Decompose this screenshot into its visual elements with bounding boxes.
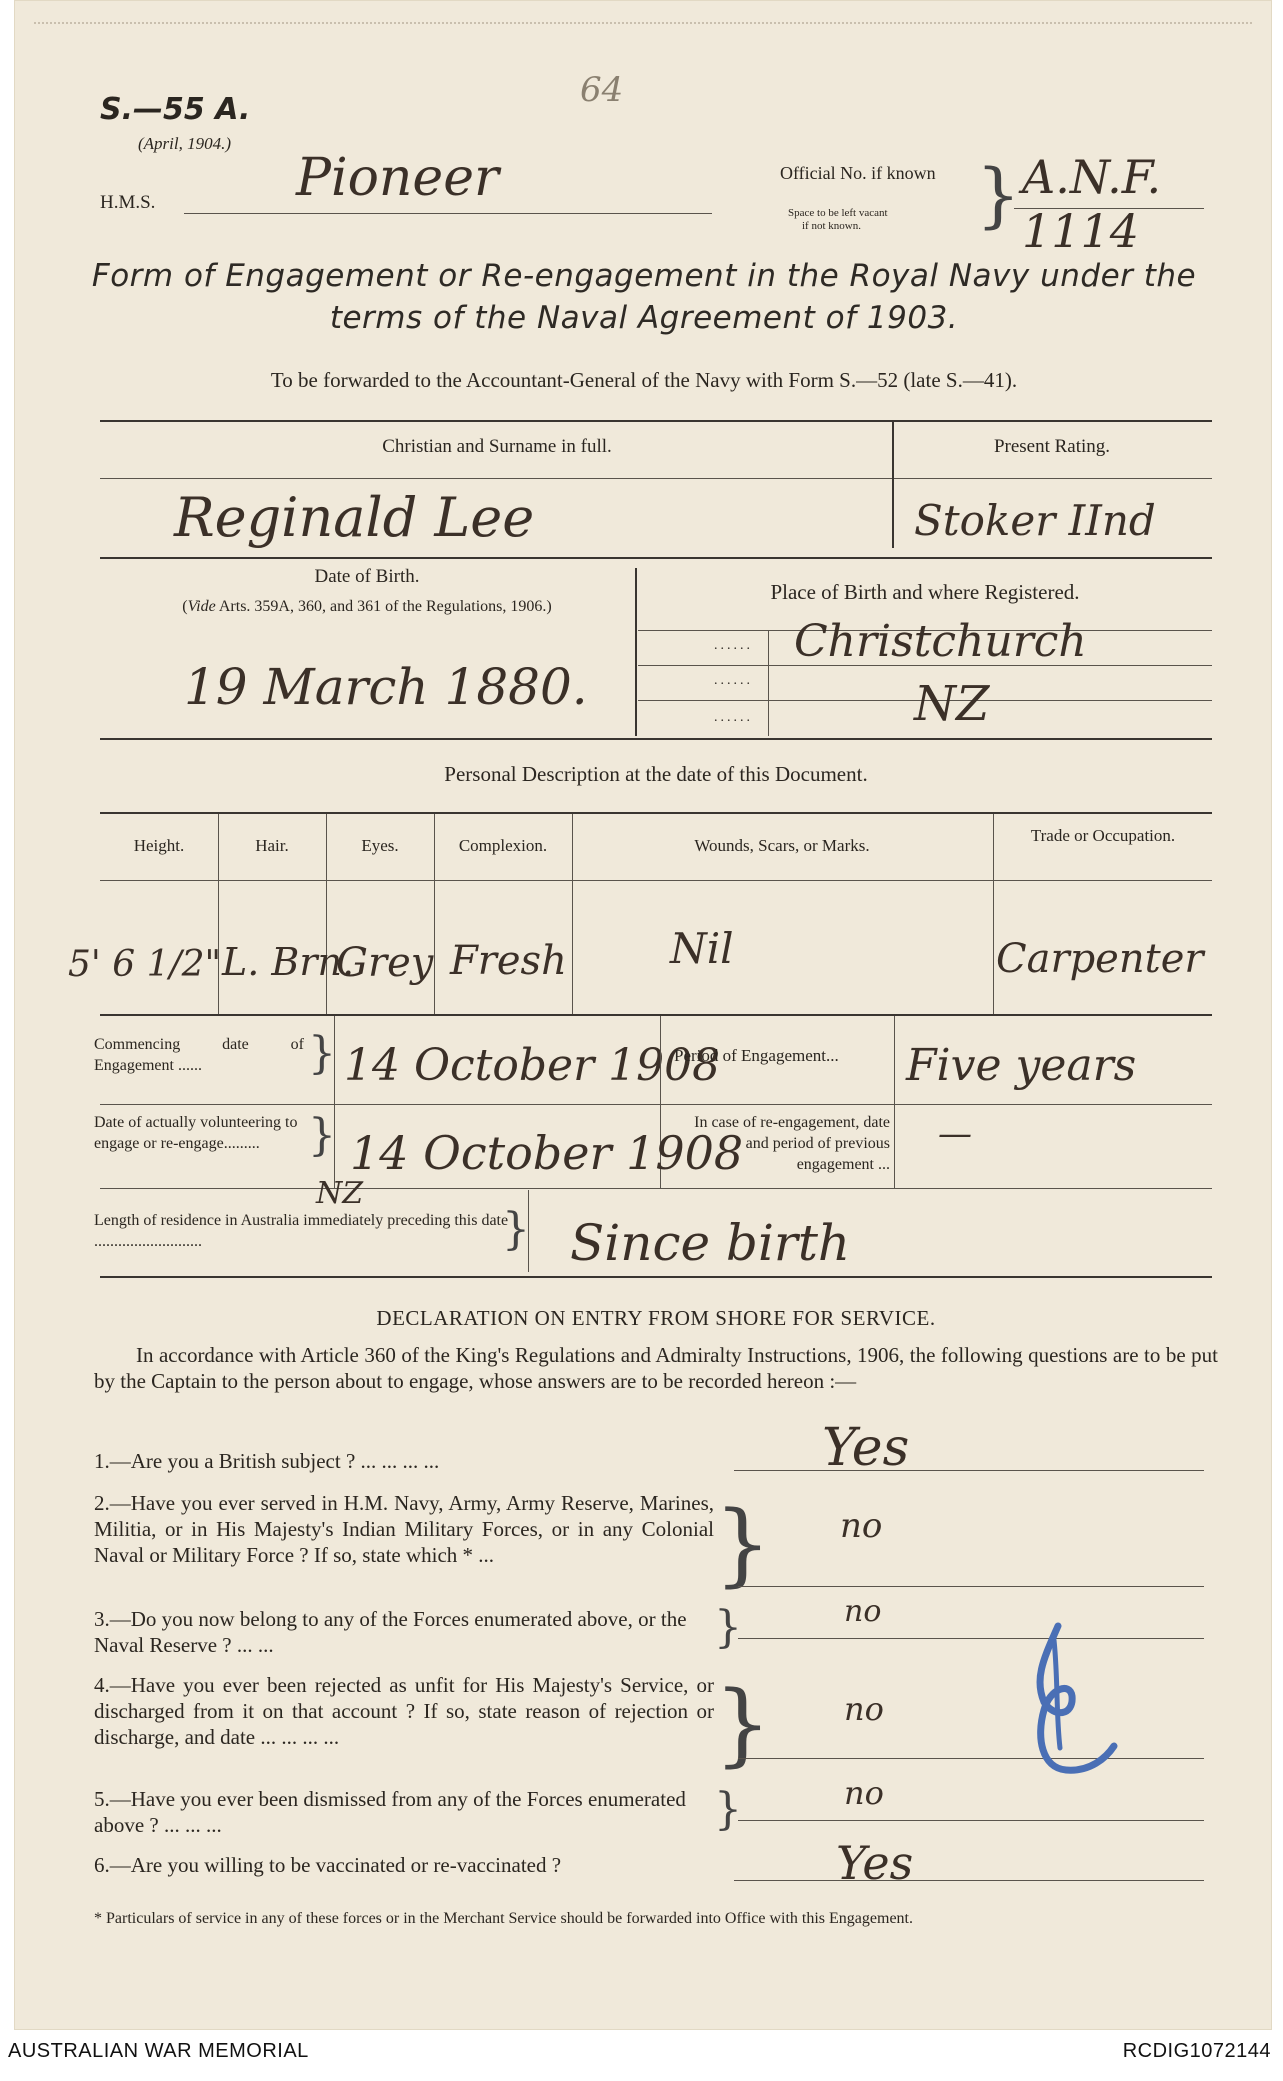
footnote: * Particulars of service in any of these forces or in the Merchant Service should be forwarded into Office with this Engagement. xyxy=(94,1910,913,1927)
header-hair: Hair. xyxy=(255,836,289,855)
rule-eng-v5 xyxy=(528,1190,529,1272)
answer-3: no xyxy=(844,1594,882,1629)
residence-value: Since birth xyxy=(570,1214,851,1272)
form-title-line1: Form of Engagement or Re-engagement in the Royal Navy under the xyxy=(91,258,1197,294)
description-heading: Personal Description at the date of this Document. xyxy=(444,762,868,786)
value-trade: Carpenter xyxy=(996,936,1204,982)
answer-line-2 xyxy=(738,1586,1204,1587)
volunteer-label: Date of actually volunteering to engage or re-engage......... xyxy=(94,1114,298,1152)
name-label: Christian and Surname in full. xyxy=(382,436,612,457)
value-complexion: Fresh xyxy=(450,938,567,984)
rule-desc-header-bottom xyxy=(100,880,1212,881)
official-no-line xyxy=(1014,208,1204,209)
period-value: Five years xyxy=(906,1040,1137,1091)
pencil-note: 64 xyxy=(580,70,624,110)
official-no-note-1: Space to be left vacant xyxy=(788,207,888,219)
form-date: (April, 1904.) xyxy=(138,134,232,153)
rule-rating-mid xyxy=(894,478,1212,479)
rule-eng-v3 xyxy=(894,1016,895,1188)
ship-prefix: H.M.S. xyxy=(100,192,156,213)
residence-brace: } xyxy=(502,1204,530,1255)
question-5-brace: } xyxy=(714,1784,742,1835)
pob-dots-3: ...... xyxy=(714,710,753,725)
value-wounds: Nil xyxy=(670,924,734,973)
reengage-label: In case of re-engagement, date and period of previous engagement ... xyxy=(694,1114,890,1173)
pob-value-line2: NZ xyxy=(914,676,990,732)
answer-2: no xyxy=(840,1506,883,1546)
official-no-value: A.N.F. 1114 xyxy=(1022,150,1162,258)
dob-reference: (Vide Arts. 359A, 360, and 361 of the Regulations, 1906.) xyxy=(182,598,552,615)
rule-desc-v3 xyxy=(434,814,435,1014)
name-value: Reginald Lee xyxy=(174,486,535,549)
forward-note: To be forwarded to the Accountant-General of the Navy with Form S.—52 (late S.—41). xyxy=(270,368,1018,392)
declaration-heading: DECLARATION ON ENTRY FROM SHORE FOR SERVICE. xyxy=(376,1306,936,1330)
pob-label: Place of Birth and where Registered. xyxy=(770,580,1080,604)
rule-eng-v1 xyxy=(334,1016,335,1104)
header-complexion: Complexion. xyxy=(458,836,548,855)
rule-name-top xyxy=(100,420,1212,422)
answer-line-5 xyxy=(738,1820,1204,1821)
rule-desc-bottom xyxy=(100,1014,1212,1016)
declaration-intro: In accordance with Article 360 of the King's Regulations and Admiralty Instructions, 1906, the following questions are to be put by the Captain to the person about to engage, whose answers are to be recorded hereon :— xyxy=(94,1343,1218,1393)
dob-label: Date of Birth. xyxy=(314,566,420,587)
volunteer-value: 14 October 1908 xyxy=(350,1126,744,1180)
form-code: S.—55 A. xyxy=(100,92,251,127)
rule-name-divider xyxy=(892,420,894,548)
answer-4: no xyxy=(844,1690,884,1728)
value-height: 5' 6 1/2" xyxy=(68,944,222,985)
dob-reference-text: Arts. 359A, 360, and 361 of the Regulations, 1906.) xyxy=(218,598,552,615)
document-sheet xyxy=(14,0,1272,2030)
official-no-brace: } xyxy=(976,154,1021,236)
question-3-brace: } xyxy=(714,1602,742,1653)
dob-value: 19 March 1880. xyxy=(184,658,588,716)
rule-desc-v4 xyxy=(572,814,573,1014)
residence-label: Length of residence in Australia immediately preceding this date ........................... xyxy=(94,1212,509,1250)
question-1: 1.—Are you a British subject ? ... ... ... ... xyxy=(94,1449,440,1473)
dob-reference-vide: Vide xyxy=(187,598,216,615)
rule-desc-v2 xyxy=(326,814,327,1014)
pob-value-line1: Christchurch xyxy=(794,616,1087,667)
question-4: 4.—Have you ever been rejected as unfit for His Majesty's Service, or discharged from it on that account ? If so, state reason of rejection or discharge, and date ... ... ... ... xyxy=(94,1673,714,1749)
rule-desc-v5 xyxy=(993,814,994,1014)
commencing-brace: } xyxy=(308,1028,336,1079)
header-height: Height. xyxy=(133,836,185,855)
question-2-brace: } xyxy=(714,1492,772,1597)
official-no-label: Official No. if known xyxy=(780,163,936,183)
rule-name-bottom xyxy=(100,557,1212,559)
question-4-brace: } xyxy=(714,1672,772,1777)
rule-eng-lower xyxy=(100,1188,1212,1189)
rule-birth-bottom xyxy=(100,738,1212,740)
rule-eng-mid xyxy=(100,1104,1212,1105)
rule-pob-vertical xyxy=(768,630,769,736)
official-no-note-2: if not known. xyxy=(802,220,861,232)
answer-5: no xyxy=(844,1774,884,1812)
rating-label: Present Rating. xyxy=(993,436,1111,457)
answer-1: Yes xyxy=(822,1418,910,1478)
perforation-line xyxy=(34,22,1252,24)
value-eyes: Grey xyxy=(336,940,434,986)
rule-name-mid xyxy=(100,478,892,479)
answer-line-6 xyxy=(734,1880,1204,1881)
commencing-label: Commencing date of Engagement ...... xyxy=(94,1036,304,1074)
pob-dots-1: ...... xyxy=(714,638,753,653)
header-trade: Trade or Occupation. xyxy=(1030,826,1176,845)
blue-pencil-mark xyxy=(1014,1618,1124,1788)
residence-correction: NZ xyxy=(316,1176,364,1211)
footer-record-id: RCDIG1072144 xyxy=(1122,2040,1271,2062)
question-2: 2.—Have you ever served in H.M. Navy, Army, Army Reserve, Marines, Militia, or in His Majesty's Indian Military Forces, or in any Colonial Naval or Military Force ? If so, state which * ... xyxy=(94,1491,714,1567)
ship-name-line xyxy=(184,213,712,214)
answer-line-4 xyxy=(738,1758,1204,1759)
volunteer-brace: } xyxy=(308,1110,336,1161)
question-5: 5.—Have you ever been dismissed from any of the Forces enumerated above ? ... ... ... xyxy=(94,1787,686,1837)
question-3: 3.—Do you now belong to any of the Forces enumerated above, or the Naval Reserve ? ... ... xyxy=(94,1607,687,1657)
commencing-value: 14 October 1908 xyxy=(344,1040,721,1091)
pob-dots-2: ...... xyxy=(714,673,753,688)
footer-archive-name: AUSTRALIAN WAR MEMORIAL xyxy=(8,2040,309,2062)
answer-line-1 xyxy=(734,1470,1204,1471)
header-eyes: Eyes. xyxy=(361,836,399,855)
question-6: 6.—Are you willing to be vaccinated or re-vaccinated ? xyxy=(94,1853,562,1877)
period-label: Period of Engagement... xyxy=(674,1046,839,1065)
rule-birth-divider xyxy=(635,568,637,736)
rating-value: Stoker IInd xyxy=(914,496,1156,545)
reengage-value: — xyxy=(938,1114,972,1154)
answer-line-3 xyxy=(738,1638,1204,1639)
rule-desc-top xyxy=(100,812,1212,814)
answer-6: Yes xyxy=(836,1836,914,1890)
ship-name: Pioneer xyxy=(296,148,499,208)
form-title-line2: terms of the Naval Agreement of 1903. xyxy=(329,300,959,336)
value-hair: L. Brn. xyxy=(222,940,355,984)
rule-eng-bottom xyxy=(100,1276,1212,1278)
blue-pencil-svg xyxy=(1014,1618,1124,1788)
header-wounds: Wounds, Scars, or Marks. xyxy=(694,836,870,855)
